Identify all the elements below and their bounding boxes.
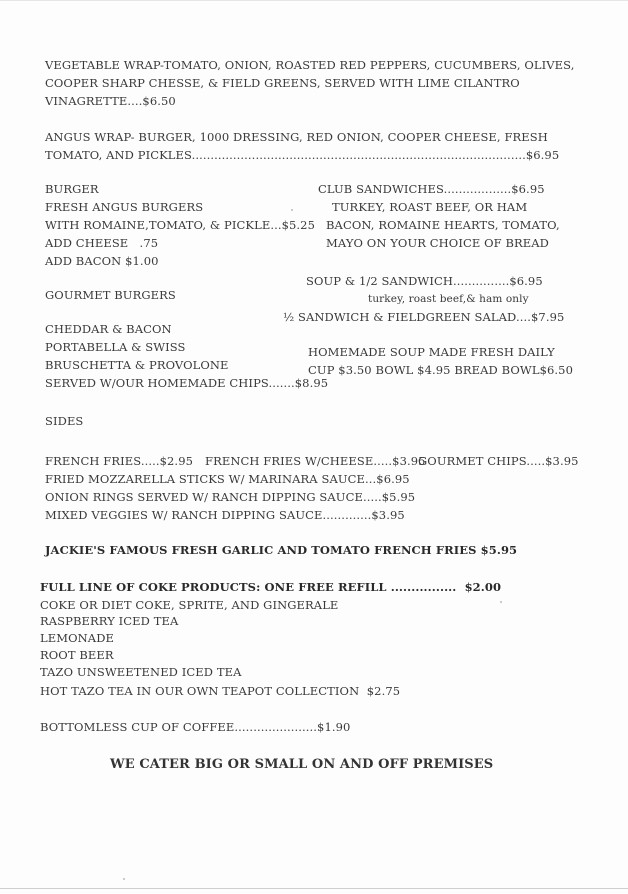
- gourmet-chips-line: SERVED W/OUR HOMEMADE CHIPS.......$8.95: [45, 376, 329, 390]
- soup-prices: CUP $3.50 BOWL $4.95 BREAD BOWL$6.50: [308, 363, 574, 377]
- club-line-2: BACON, ROMAINE HEARTS, TOMATO,: [326, 218, 560, 232]
- sides-fries: FRENCH FRIES.....$2.95: [45, 454, 194, 468]
- club-line-3: MAYO ON YOUR CHOICE OF BREAD: [326, 236, 550, 250]
- club-title: CLUB SANDWICHES..................$6.95: [318, 182, 545, 196]
- gourmet-title: GOURMET BURGERS: [45, 288, 176, 302]
- sides-onion-rings: ONION RINGS SERVED W/ RANCH DIPPING SAUCE.....$5.95: [45, 490, 416, 504]
- scan-speck: [291, 209, 293, 211]
- sides-title: SIDES: [45, 414, 84, 428]
- drinks-line-5: ROOT BEER: [40, 648, 114, 662]
- angus-wrap-line-1: ANGUS WRAP- BURGER, 1000 DRESSING, RED ONION, COOPER CHEESE, FRESH: [45, 130, 548, 144]
- drinks-line-3: RASPBERRY ICED TEA: [40, 614, 179, 628]
- veg-wrap-line-2: COOPER SHARP CHESSE, & FIELD GREENS, SERVED WITH LIME CILANTRO: [45, 76, 520, 90]
- soup-title: HOMEMADE SOUP MADE FRESH DAILY: [308, 345, 555, 359]
- scan-bottom-edge: [0, 888, 628, 889]
- burger-line-1: FRESH ANGUS BURGERS: [45, 200, 204, 214]
- drinks-hot-tea: HOT TAZO TEA IN OUR OWN TEAPOT COLLECTION $2.75: [40, 684, 401, 698]
- drinks-line-4: LEMONADE: [40, 631, 115, 645]
- catering-footer: WE CATER BIG OR SMALL ON AND OFF PREMISES: [110, 757, 494, 772]
- scan-speck: [123, 878, 125, 880]
- burger-add-bacon: ADD BACON $1.00: [45, 254, 159, 268]
- drinks-coke-line: FULL LINE OF COKE PRODUCTS: ONE FREE REFILL ................ $2.00: [40, 580, 502, 594]
- drinks-line-2: COKE OR DIET COKE, SPRITE, AND GINGERALE: [40, 598, 339, 612]
- veg-wrap-line-1: VEGETABLE WRAP-TOMATO, ONION, ROASTED RED PEPPERS, CUCUMBERS, OLIVES,: [45, 58, 575, 72]
- burger-line-2: WITH ROMAINE,TOMATO, & PICKLE...$5.25: [45, 218, 316, 232]
- burger-add-cheese: ADD CHEESE .75: [45, 236, 159, 250]
- gourmet-item-2: PORTABELLA & SWISS: [45, 340, 186, 354]
- scan-top-edge: [0, 0, 628, 1]
- jackies-fries: JACKIE'S FAMOUS FRESH GARLIC AND TOMATO FRENCH FRIES $5.95: [45, 543, 518, 557]
- angus-wrap-line-2: TOMATO, AND PICKLES.........................................................................................$6.95: [45, 148, 560, 162]
- veg-wrap-line-3: VINAGRETTE....$6.50: [45, 94, 176, 108]
- soup-half-title: SOUP & 1/2 SANDWICH...............$6.95: [306, 274, 543, 288]
- sides-mixed-veggies: MIXED VEGGIES W/ RANCH DIPPING SAUCE.............$3.95: [45, 508, 405, 522]
- burger-title: BURGER: [45, 182, 99, 196]
- gourmet-item-3: BRUSCHETTA & PROVOLONE: [45, 358, 229, 372]
- club-line-1: TURKEY, ROAST BEEF, OR HAM: [332, 200, 528, 214]
- coffee-line: BOTTOMLESS CUP OF COFFEE......................$1.90: [40, 720, 351, 734]
- sides-fries-cheese: FRENCH FRIES W/CHEESE.....$3.95: [205, 454, 426, 468]
- drinks-line-6: TAZO UNSWEETENED ICED TEA: [40, 665, 242, 679]
- soup-half-note: turkey, roast beef,& ham only: [368, 293, 529, 305]
- sides-mozzarella: FRIED MOZZARELLA STICKS W/ MARINARA SAUCE...$6.95: [45, 472, 410, 486]
- scan-speck: [500, 601, 502, 603]
- half-sandwich-salad: ½ SANDWICH & FIELDGREEN SALAD....$7.95: [283, 310, 565, 324]
- gourmet-item-1: CHEDDAR & BACON: [45, 322, 172, 336]
- sides-gourmet-chips: GOURMET CHIPS.....$3.95: [418, 454, 579, 468]
